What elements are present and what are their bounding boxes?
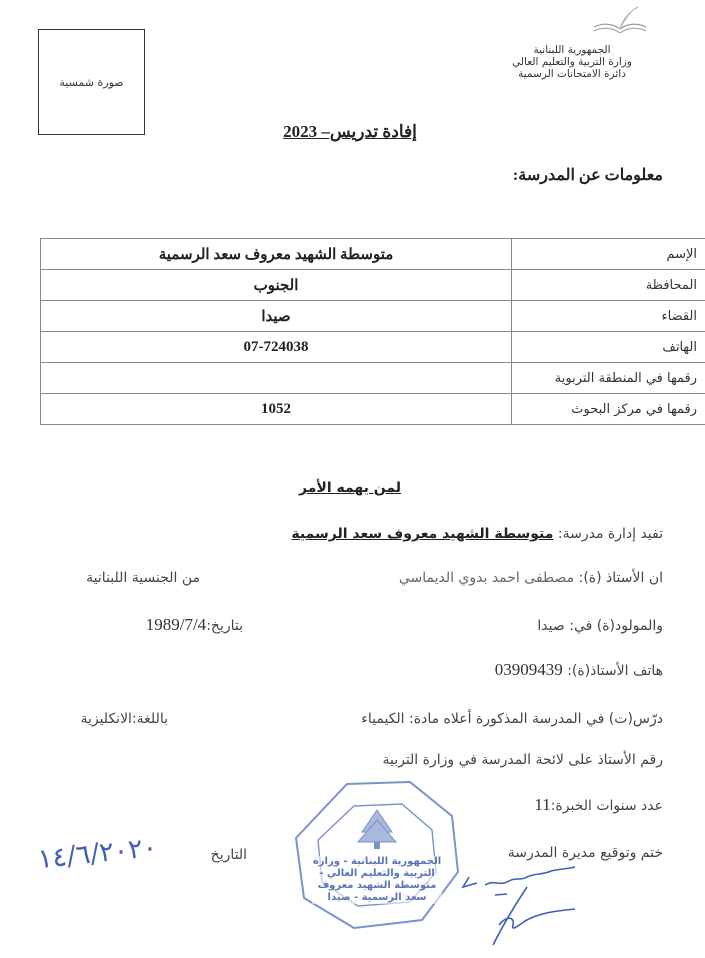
teacher-name: مصطفى احمد بدوي الديماسي [398, 570, 575, 586]
stamp-signature-label: ختم وتوقيع مديرة المدرسة [507, 845, 663, 861]
date-label: التاريخ [210, 847, 247, 863]
school-line [291, 526, 663, 542]
row-label: رقمها في المنطقة التربوية [512, 363, 705, 394]
cedar-tree-icon [358, 810, 396, 849]
teacher-label: ان الأستاذ (ة): [578, 570, 663, 586]
row-value [41, 363, 512, 394]
table-row-phone [41, 332, 705, 363]
document-title: إفادة تدريس– 2023 [283, 122, 417, 141]
row-value: متوسطة الشهيد معروف سعد الرسمية [41, 239, 512, 270]
table-row-governorate [41, 270, 705, 301]
birthdate: 1989/7/4 [145, 615, 207, 634]
row-label: الإسم [512, 239, 705, 270]
header-republic: الجمهورية اللبنانية [533, 44, 611, 56]
school-intro: تفيد إدارة مدرسة: [557, 526, 663, 542]
stamp-text: الجمهورية اللبنانية - وزارة التربية والتعليم العالي - متوسطة الشهيد معروف سعد الرسمية - صيدا [312, 856, 442, 903]
language-label: باللغة: [131, 711, 168, 727]
table-row-district [41, 301, 705, 332]
row-label: رقمها في مركز البحوث [512, 394, 705, 425]
row-label: المحافظة [512, 270, 705, 301]
subject-label: درّس(ت) في المدرسة المذكورة أعلاه مادة: [409, 711, 663, 727]
language-line [80, 711, 168, 727]
experience-label: عدد سنوات الخبرة: [550, 798, 663, 814]
experience-line [534, 795, 663, 815]
book-logo-icon [590, 5, 650, 43]
birthdate-label: بتاريخ: [206, 618, 243, 634]
roster-line: رقم الأستاذ على لائحة المدرسة في وزارة التربية [382, 752, 663, 768]
row-label: القضاء [512, 301, 705, 332]
subject: الكيمياء [361, 711, 405, 727]
photo-placeholder [38, 29, 145, 135]
ministry-header [492, 44, 652, 80]
school-info-heading: معلومات عن المدرسة: [512, 167, 663, 184]
handwritten-date: ١٤/٦/٢٠٢٠ [36, 831, 159, 876]
header-ministry: وزارة التربية والتعليم العالي [512, 56, 632, 68]
table-row-research-center [41, 394, 705, 425]
nationality: من الجنسية اللبنانية [86, 570, 200, 586]
phone-line [495, 660, 663, 680]
phone-label: هاتف الأستاذ(ة): [567, 663, 663, 679]
birthplace-label: والمولود(ة) في: [569, 618, 663, 634]
table-row-educational-zone [41, 363, 705, 394]
photo-label: صورة شمسية [59, 75, 124, 89]
birthplace-line [537, 618, 663, 634]
row-value: 1052 [41, 394, 512, 425]
to-whom-heading: لمن يهمه الأمر [299, 480, 401, 496]
official-stamp [292, 780, 462, 932]
table-row-name [41, 239, 705, 270]
experience-years: 11 [534, 795, 551, 814]
teacher-phone: 03909439 [494, 660, 563, 679]
birthdate-line [146, 615, 243, 635]
school-info-table [40, 238, 705, 425]
header-department: دائرة الامتحانات الرسمية [518, 68, 626, 80]
birthplace: صيدا [537, 618, 565, 634]
language: الانكليزية [80, 711, 132, 727]
teacher-line [399, 570, 663, 586]
row-value: 07-724038 [41, 332, 512, 363]
school-name: متوسطة الشهيد معروف سعد الرسمية [291, 526, 554, 542]
principal-signature [455, 865, 595, 950]
subject-line [361, 711, 663, 727]
row-value: صيدا [41, 301, 512, 332]
row-label: الهاتف [512, 332, 705, 363]
row-value: الجنوب [41, 270, 512, 301]
